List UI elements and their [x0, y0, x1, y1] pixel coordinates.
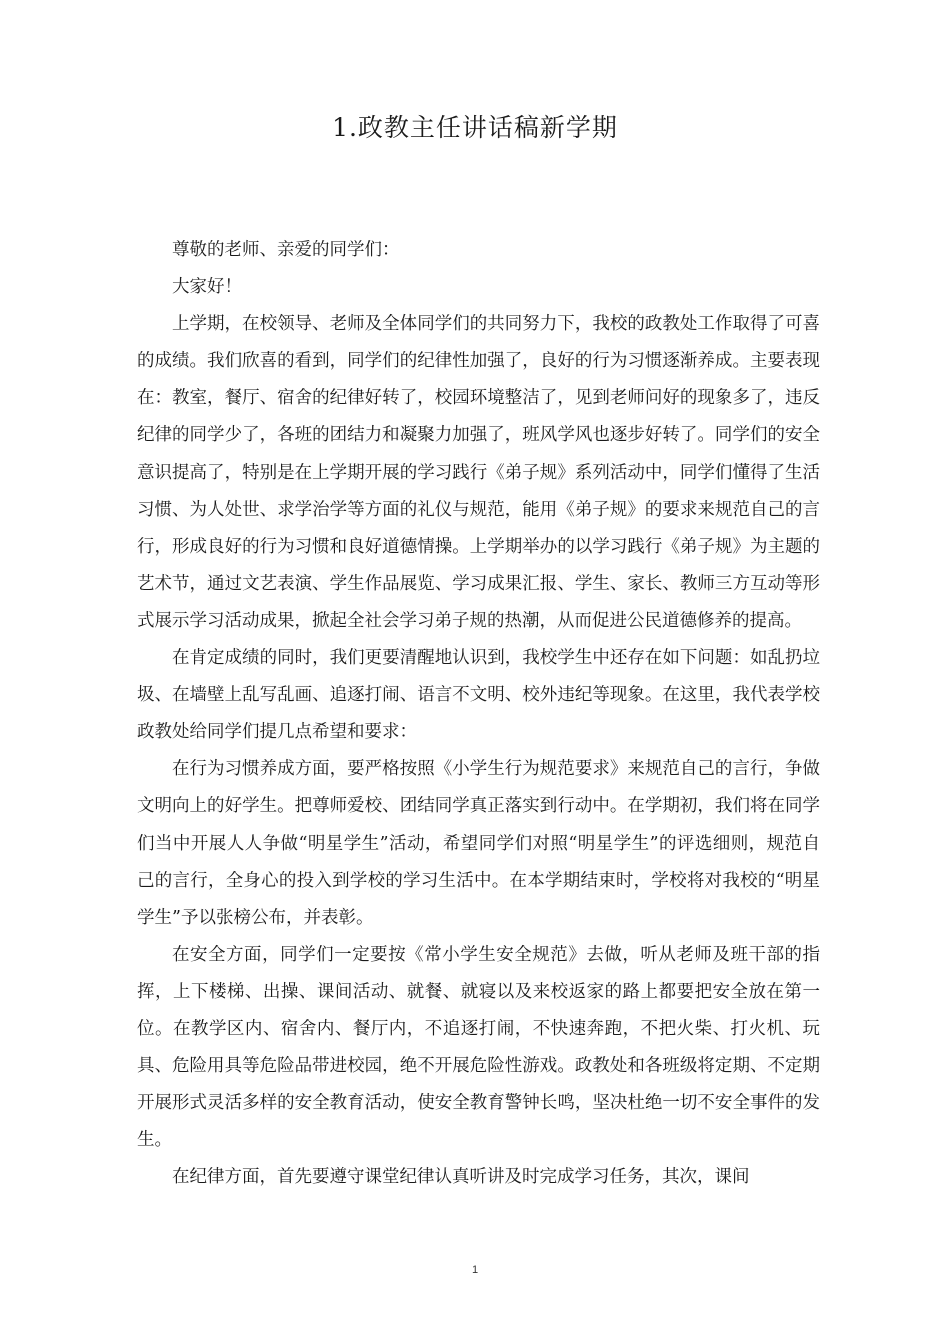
salutation: 尊敬的老师、亲爱的同学们：	[172, 240, 400, 260]
paragraph-problems: 在肯定成绩的同时，我们更要清醒地认识到，我校学生中还存在如下问题：如乱扔垃圾、在墙壁上乱写乱画、追逐打闹、语言不文明、校外违纪等现象。在这里，我代表学校政教处给同学们提几点希望和要求：	[137, 648, 820, 743]
paragraph-safety: 在安全方面，同学们一定要按《常小学生安全规范》去做，听从老师及班干部的指挥，上下楼梯、出操、课间活动、就餐、就寝以及来校返家的路上都要把安全放在第一位。在教学区内、宿舍内、餐厅内，不追逐打闹，不快速奔跑，不把火柴、打火机、玩具、危险用具等危险品带进校园，绝不开展危险性游戏。政教处和各班级将定期、不定期开展形式灵活多样的安全教育活动，使安全教育警钟长鸣，坚决杜绝一切不安全事件的发生。	[137, 944, 820, 1151]
greeting: 大家好！	[172, 277, 242, 298]
paragraph-achievements: 上学期，在校领导、老师及全体同学们的共同努力下，我校的政教处工作取得了可喜的成绩。我们欣喜的看到，同学们的纪律性加强了，良好的行为习惯逐渐养成。主要表现在：教室，餐厅、宿舍的纪律好转了，校园环境整洁了，见到老师问好的现象多了，违反纪律的同学少了，各班的团结力和凝聚力加强了，班风学风也逐步好转了。同学们的安全意识提高了，特别是在上学期开展的学习践行《弟子规》系列活动中，同学们懂得了生活习惯、为人处世、求学治学等方面的礼仪与规范，能用《弟子规》的要求来规范自己的言行，形成良好的行为习惯和良好道德情操。上学期举办的以学习践行《弟子规》为主题的艺术节，通过文艺表演、学生作品展览、学习成果汇报、学生、家长、教师三方互动等形式展示学习活动成果，掀起全社会学习弟子规的热潮，从而促进公民道德修养的提高。	[137, 314, 820, 631]
document-title: 1.政教主任讲话稿新学期	[332, 113, 618, 142]
document-body	[137, 232, 820, 1196]
page-number: 1	[471, 1264, 479, 1276]
paragraph-discipline: 在纪律方面，首先要遵守课堂纪律认真听讲及时完成学习任务，其次，课间	[172, 1167, 750, 1188]
paragraph-behavior-habits: 在行为习惯养成方面，要严格按照《小学生行为规范要求》来规范自己的言行，争做文明向上的好学生。把尊师爱校、团结同学真正落实到行动中。在学期初，我们将在同学们当中开展人人争做“明星学生”活动，希望同学们对照“明星学生”的评选细则，规范自己的言行，全身心的投入到学校的学习生活中。在本学期结束时，学校将对我校的“明星学生”予以张榜公布，并表彰。	[137, 759, 820, 928]
